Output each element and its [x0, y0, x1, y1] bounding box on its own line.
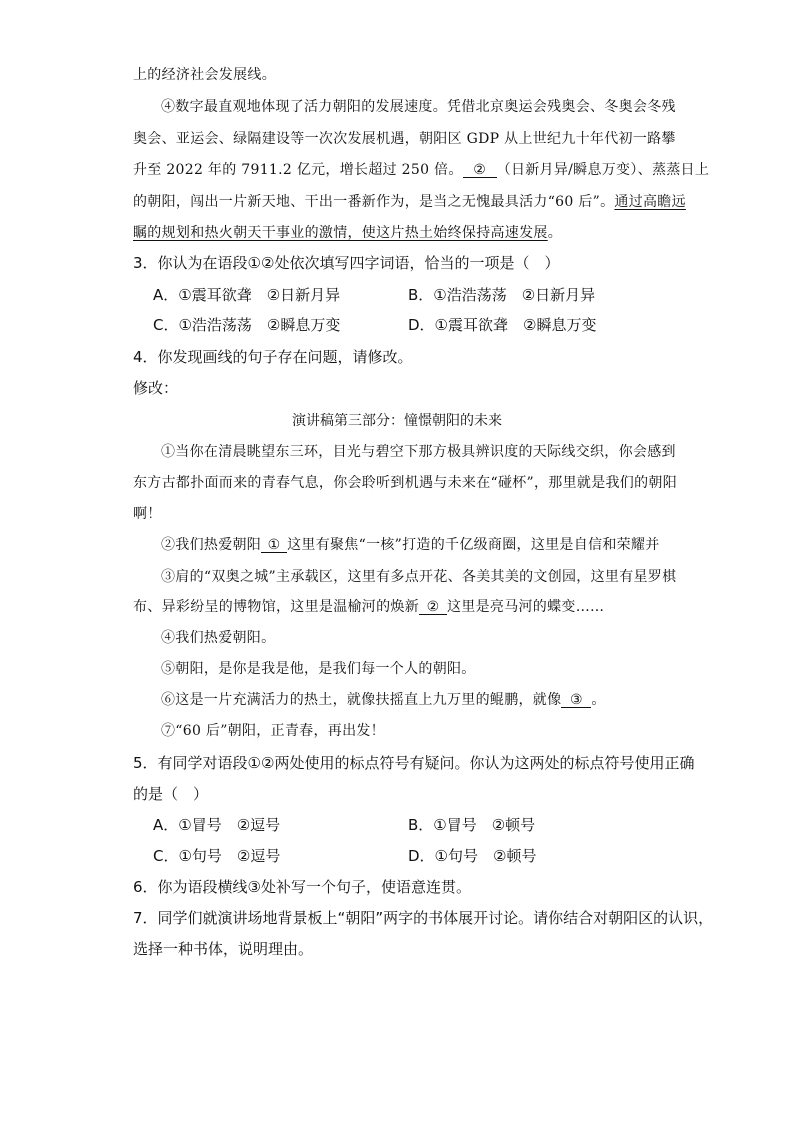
speech-line: ③肩的“双奥之城”主承载区，这里有多点开花、各美其美的文创园，这里有星罗棋 — [161, 569, 677, 585]
question-5-stem: 5．有同学对语段①②两处使用的标点符号有疑问。你认为这两处的标点符号使用正确 — [133, 754, 695, 772]
fill-blank-1: ① — [261, 538, 287, 553]
question-3-stem: 3．你认为在语段①②处依次填写四字词语，恰当的一项是（ ） — [133, 254, 560, 272]
speech-line: 啊！ — [133, 506, 162, 522]
passage-line: 升至 2022 年的 7911.2 亿元，增长超过 250 倍。 ② （日新月异/瞬息万变）、蒸蒸日上 — [133, 162, 710, 178]
q3-option-d[interactable]: D．①震耳欲聋 ②瞬息万变 — [408, 316, 597, 334]
passage-line: 瞩的规划和热火朝天干事业的激情，使这片热土始终保持高速发展。 — [133, 225, 563, 241]
q3-option-a[interactable]: A．①震耳欲聋 ②日新月异 — [153, 286, 341, 304]
fill-blank-2: ② — [463, 163, 497, 178]
question-7-stem: 7．同学们就演讲场地背景板上“朝阳”两字的书体展开讨论。请你结合对朝阳区的认识， — [133, 909, 714, 927]
speech-line: 布、异彩纷呈的博物馆，这里是温榆河的焕新 ② 这里是亮马河的蝶变…… — [133, 599, 605, 615]
speech-line: 东方古都扑面而来的青春气息，你会聆听到机遇与未来在“碰杯”，那里就是我们的朝阳 — [133, 475, 678, 491]
passage-line: ④数字最直观地体现了活力朝阳的发展速度。凭借北京奥运会残奥会、冬奥会冬残 — [161, 99, 676, 115]
q3-option-b[interactable]: B．①浩浩荡荡 ②日新月异 — [408, 286, 596, 304]
question-4-stem: 4．你发现画线的句子存在问题，请修改。 — [133, 348, 413, 366]
speech-line: ⑤朝阳，是你是我是他，是我们每一个人的朝阳。 — [161, 661, 476, 677]
speech-line: ⑥这是一片充满活力的热土，就像扶摇直上九万里的鲲鹏，就像 ③ 。 — [161, 692, 606, 708]
question-7-stem: 选择一种书体，说明理由。 — [133, 940, 314, 958]
passage-line: 奥会、亚运会、绿隔建设等一次次发展机遇，朝阳区 GDP 从上世纪九十年代初一路攀 — [133, 131, 676, 147]
passage-line: 上的经济社会发展线。 — [133, 67, 276, 83]
section-title: 演讲稿第三部分：憧憬朝阳的未来 — [292, 413, 502, 429]
q5-option-a[interactable]: A．①冒号 ②逗号 — [153, 816, 281, 834]
question-5-stem: 的是（ ） — [133, 785, 209, 803]
fill-blank-3: ③ — [561, 693, 591, 708]
q5-option-b[interactable]: B．①冒号 ②顿号 — [408, 816, 536, 834]
underlined-sentence: 通过高瞻远 — [614, 194, 686, 210]
speech-line: ⑦“60 后”朝阳，正青春，再出发！ — [161, 723, 385, 739]
answer-label: 修改： — [133, 379, 179, 397]
underlined-sentence: 瞩的规划和热火朝天干事业的激情，使这片热土始终保持高速发展 — [133, 225, 548, 241]
speech-line: ②我们热爱朝阳 ① 这里有聚焦“一核”打造的千亿级商圈，这里是自信和荣耀并 — [161, 537, 660, 553]
passage-line: 的朝阳，闯出一片新天地、干出一番新作为，是当之无愧最具活力“60 后”。通过高瞻远 — [133, 194, 686, 210]
fill-blank-2: ② — [419, 600, 447, 615]
speech-line: ④我们热爱朝阳。 — [161, 630, 276, 646]
speech-line: ①当你在清晨眺望东三环，目光与碧空下那方极具辨识度的天际线交织，你会感到 — [161, 444, 676, 460]
q3-option-c[interactable]: C．①浩浩荡荡 ②瞬息万变 — [153, 316, 341, 334]
q5-option-d[interactable]: D．①句号 ②顿号 — [408, 847, 537, 865]
q5-option-c[interactable]: C．①句号 ②逗号 — [153, 847, 281, 865]
question-6-stem: 6．你为语段横线③处补写一个句子，使语意连贯。 — [133, 878, 471, 896]
